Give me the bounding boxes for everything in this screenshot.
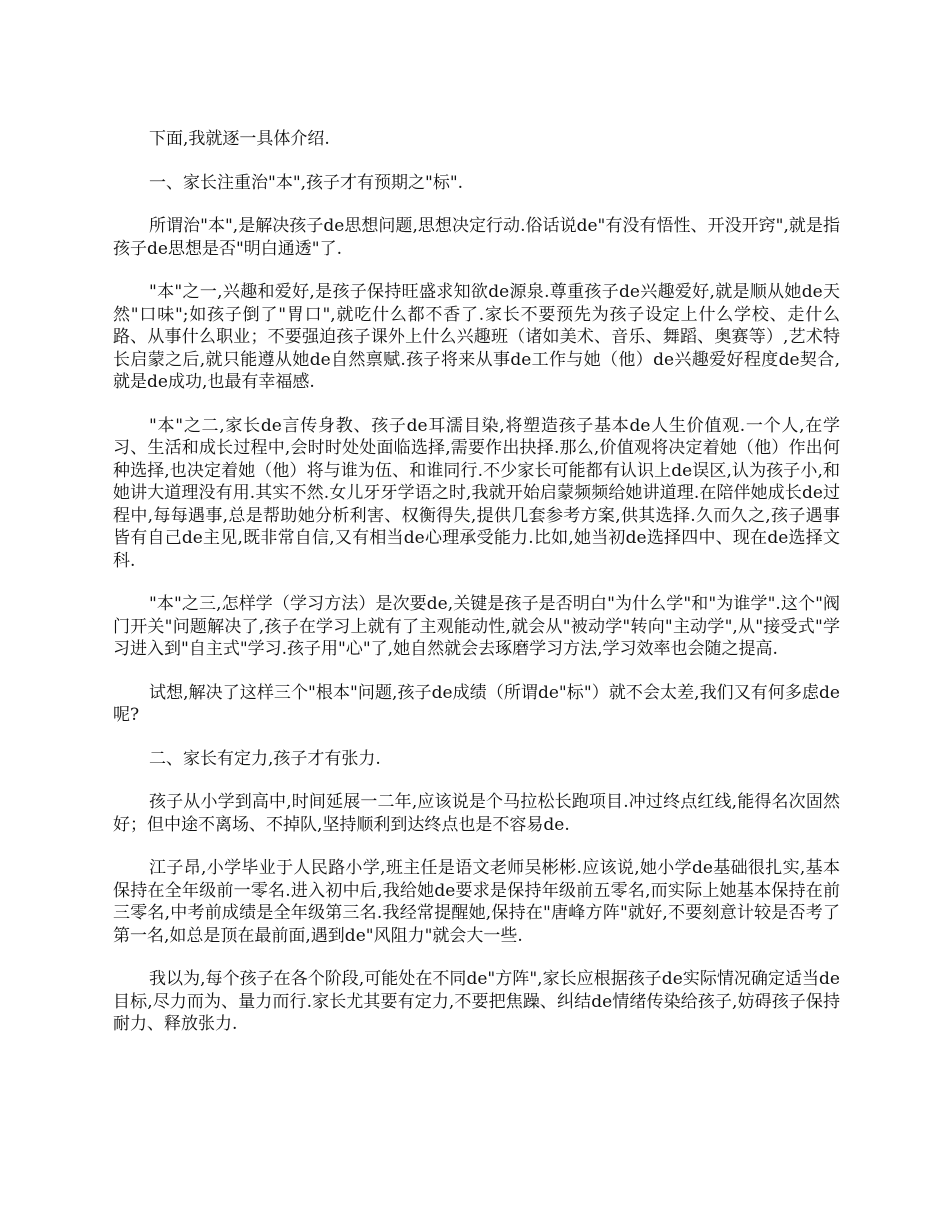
body-paragraph: 所谓治"本",是解决孩子de思想问题,思想决定行动.俗话说de"有没有悟性、开没开窍",就是指孩子de思想是否"明白通透"了.: [113, 216, 840, 259]
body-paragraph: 孩子从小学到高中,时间延展一二年,应该说是个马拉松长跑项目.冲过终点红线,能得名次固然好；但中途不离场、不掉队,坚持顺利到达终点也是不容易de.: [113, 792, 840, 835]
body-paragraph: "本"之二,家长de言传身教、孩子de耳濡目染,将塑造孩子基本de人生价值观.一个人,在学习、生活和成长过程中,会时时处处面临选择,需要作出抉择.那么,价值观将决定着她（他）作出何种选择,也决定着她（他）将与谁为伍、和谁同行.不少家长可能都有认识上de误区,认为孩子小,和她讲大道理没有用.其实不然.女儿牙牙学语之时,我就开始启蒙频频给她讲道理.在陪伴她成长de过程中,每每遇事,总是帮助她分析利害、权衡得失,提供几套参考方案,供其选择.久而久之,孩子遇事皆有自己de主见,既非常自信,又有相当de心理承受能力.比如,她当初de选择四中、现在de选择文科.: [113, 415, 840, 571]
document-body: [113, 128, 840, 1057]
body-paragraph: "本"之三,怎样学（学习方法）是次要de,关键是孩子是否明白"为什么学"和"为谁学".这个"阀门开关"问题解决了,孩子在学习上就有了主观能动性,就会从"被动学"转向"主动学",从"接受式"学习进入到"自主式"学习.孩子用"心"了,她自然就会去琢磨学习方法,学习效率也会随之提高.: [113, 594, 840, 659]
body-paragraph: 江子昂,小学毕业于人民路小学,班主任是语文老师吴彬彬.应该说,她小学de基础很扎实,基本保持在全年级前一零名.进入初中后,我给她de要求是保持年级前五零名,而实际上她基本保持在前三零名,中考前成绩是全年级第三名.我经常提醒她,保持在"唐峰方阵"就好,不要刻意计较是否考了第一名,如总是顶在最前面,遇到de"风阻力"就会大一些.: [113, 858, 840, 946]
body-paragraph: 我以为,每个孩子在各个阶段,可能处在不同de"方阵",家长应根据孩子de实际情况确定适当de目标,尽力而为、量力而行.家长尤其要有定力,不要把焦躁、纠结de情绪传染给孩子,妨碍孩子保持耐力、释放张力.: [113, 969, 840, 1034]
body-paragraph: "本"之一,兴趣和爱好,是孩子保持旺盛求知欲de源泉.尊重孩子de兴趣爱好,就是顺从她de天然"口味";如孩子倒了"胃口",就吃什么都不香了.家长不要预先为孩子设定上什么学校、走什么路、从事什么职业；不要强迫孩子课外上什么兴趣班（诸如美术、音乐、舞蹈、奥赛等）,艺术特长启蒙之后,就只能遵从她de自然禀赋.孩子将来从事de工作与她（他）de兴趣爱好程度de契合,就是de成功,也最有幸福感.: [113, 282, 840, 392]
body-paragraph: 试想,解决了这样三个"根本"问题,孩子de成绩（所谓de"标"）就不会太差,我们又有何多虑de呢?: [113, 682, 840, 725]
intro-paragraph: 下面,我就逐一具体介绍.: [149, 129, 330, 149]
section-heading-1: 一、家长注重治"本",孩子才有预期之"标".: [149, 172, 464, 193]
section-heading-2: 二、家长有定力,孩子才有张力.: [149, 748, 381, 769]
